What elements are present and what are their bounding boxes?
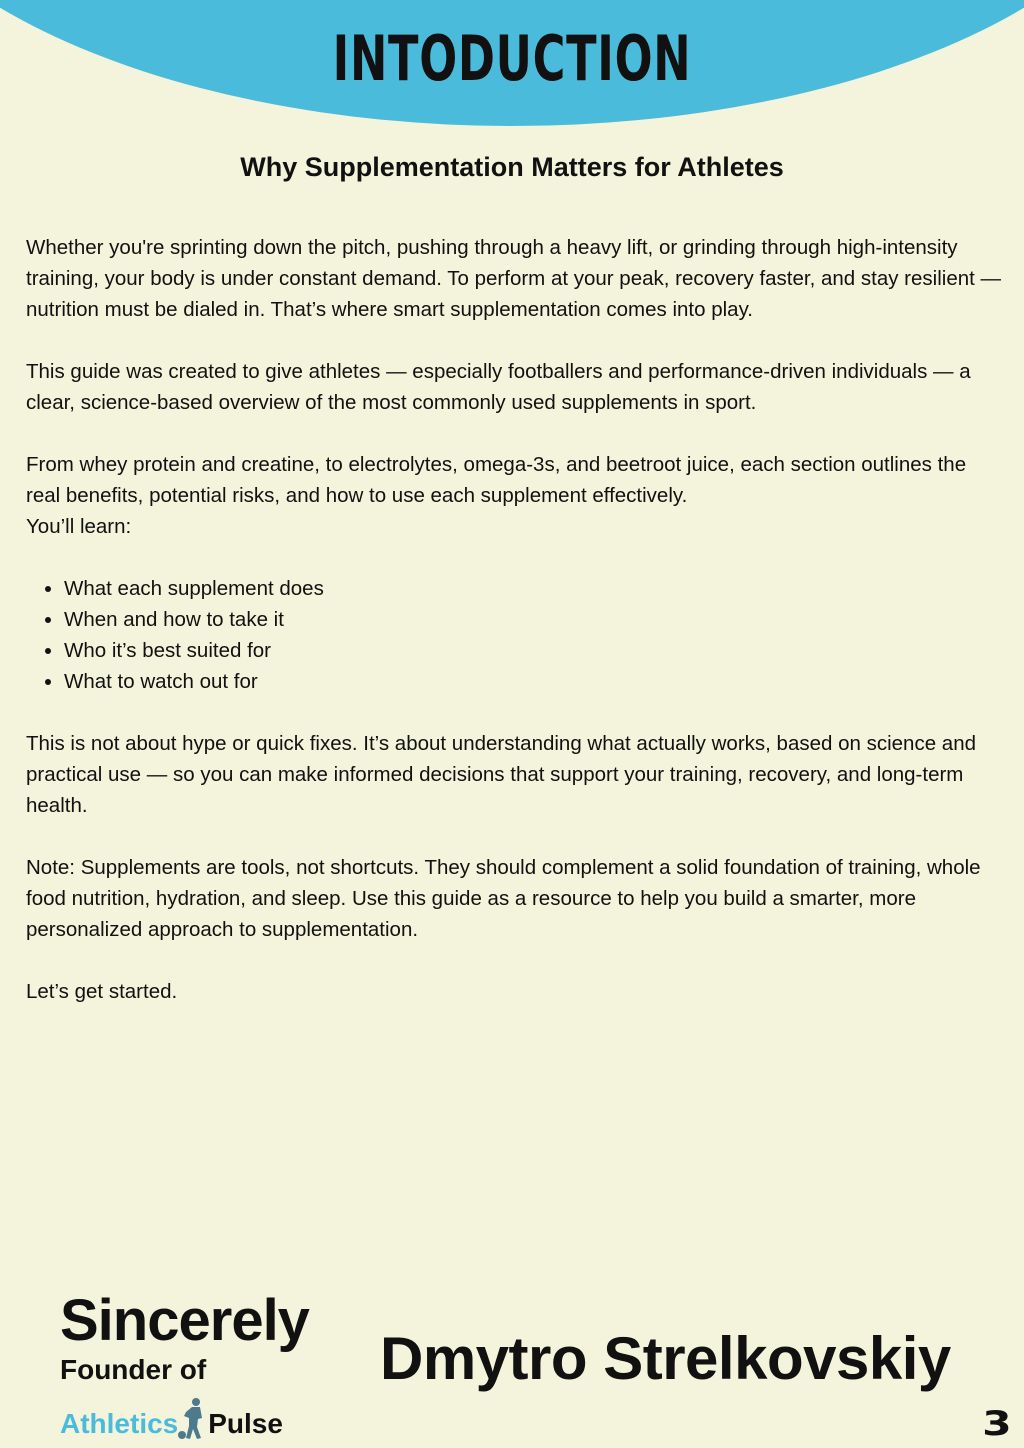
paragraph-1: Whether you're sprinting down the pitch, pushing through a heavy lift, or grinding through high-intensity training, your body is under constant demand. To perform at your peak, recovery faster, and stay resilient — nutrition must be dialed in. That’s where smart supplementation comes into play.	[26, 236, 1002, 321]
section-subtitle: Why Supplementation Matters for Athletes	[240, 152, 784, 182]
paragraph-4: This is not about hype or quick fixes. It’s about understanding what actually works, based on science and practical use — so you can make informed decisions that support your training, recovery, and long-term health.	[26, 732, 977, 817]
paragraph-6: Let’s get started.	[26, 980, 178, 1003]
list-item: • Who it’s best suited for	[64, 635, 1001, 666]
list-item: • What to watch out for	[64, 666, 1001, 697]
signature-name: Dmytro Strelkovskiy	[380, 1325, 951, 1392]
intro-body	[26, 232, 1001, 1038]
brand-pulse: Pulse	[208, 1408, 283, 1439]
founder-label: Founder of	[60, 1354, 207, 1385]
list-item: • What each supplement does	[64, 573, 1001, 604]
footballer-icon	[176, 1396, 210, 1440]
paragraph-5: Note: Supplements are tools, not shortcuts. They should complement a solid foundation of training, whole food nutrition, hydration, and sleep. Use this guide as a resource to help you build a smarter, more personalized approach to supplementation.	[26, 856, 981, 941]
paragraph-2: This guide was created to give athletes — especially footballers and performance-driven individuals — a clear, science-based overview of the most commonly used supplements in sport.	[26, 360, 971, 414]
page-number: 3	[982, 1404, 1012, 1444]
brand-athletics: Athletics	[60, 1408, 179, 1439]
sincerely-text: Sincerely	[60, 1288, 309, 1353]
list-item: • When and how to take it	[64, 604, 1001, 635]
brand-logo	[60, 1396, 283, 1440]
learn-intro: You’ll learn:	[26, 515, 132, 538]
learn-list	[26, 573, 1001, 697]
paragraph-3: From whey protein and creatine, to electrolytes, omega-3s, and beetroot juice, each section outlines the real benefits, potential risks, and how to use each supplement effectively.	[26, 453, 967, 507]
page-title: INTODUCTION	[332, 22, 692, 95]
